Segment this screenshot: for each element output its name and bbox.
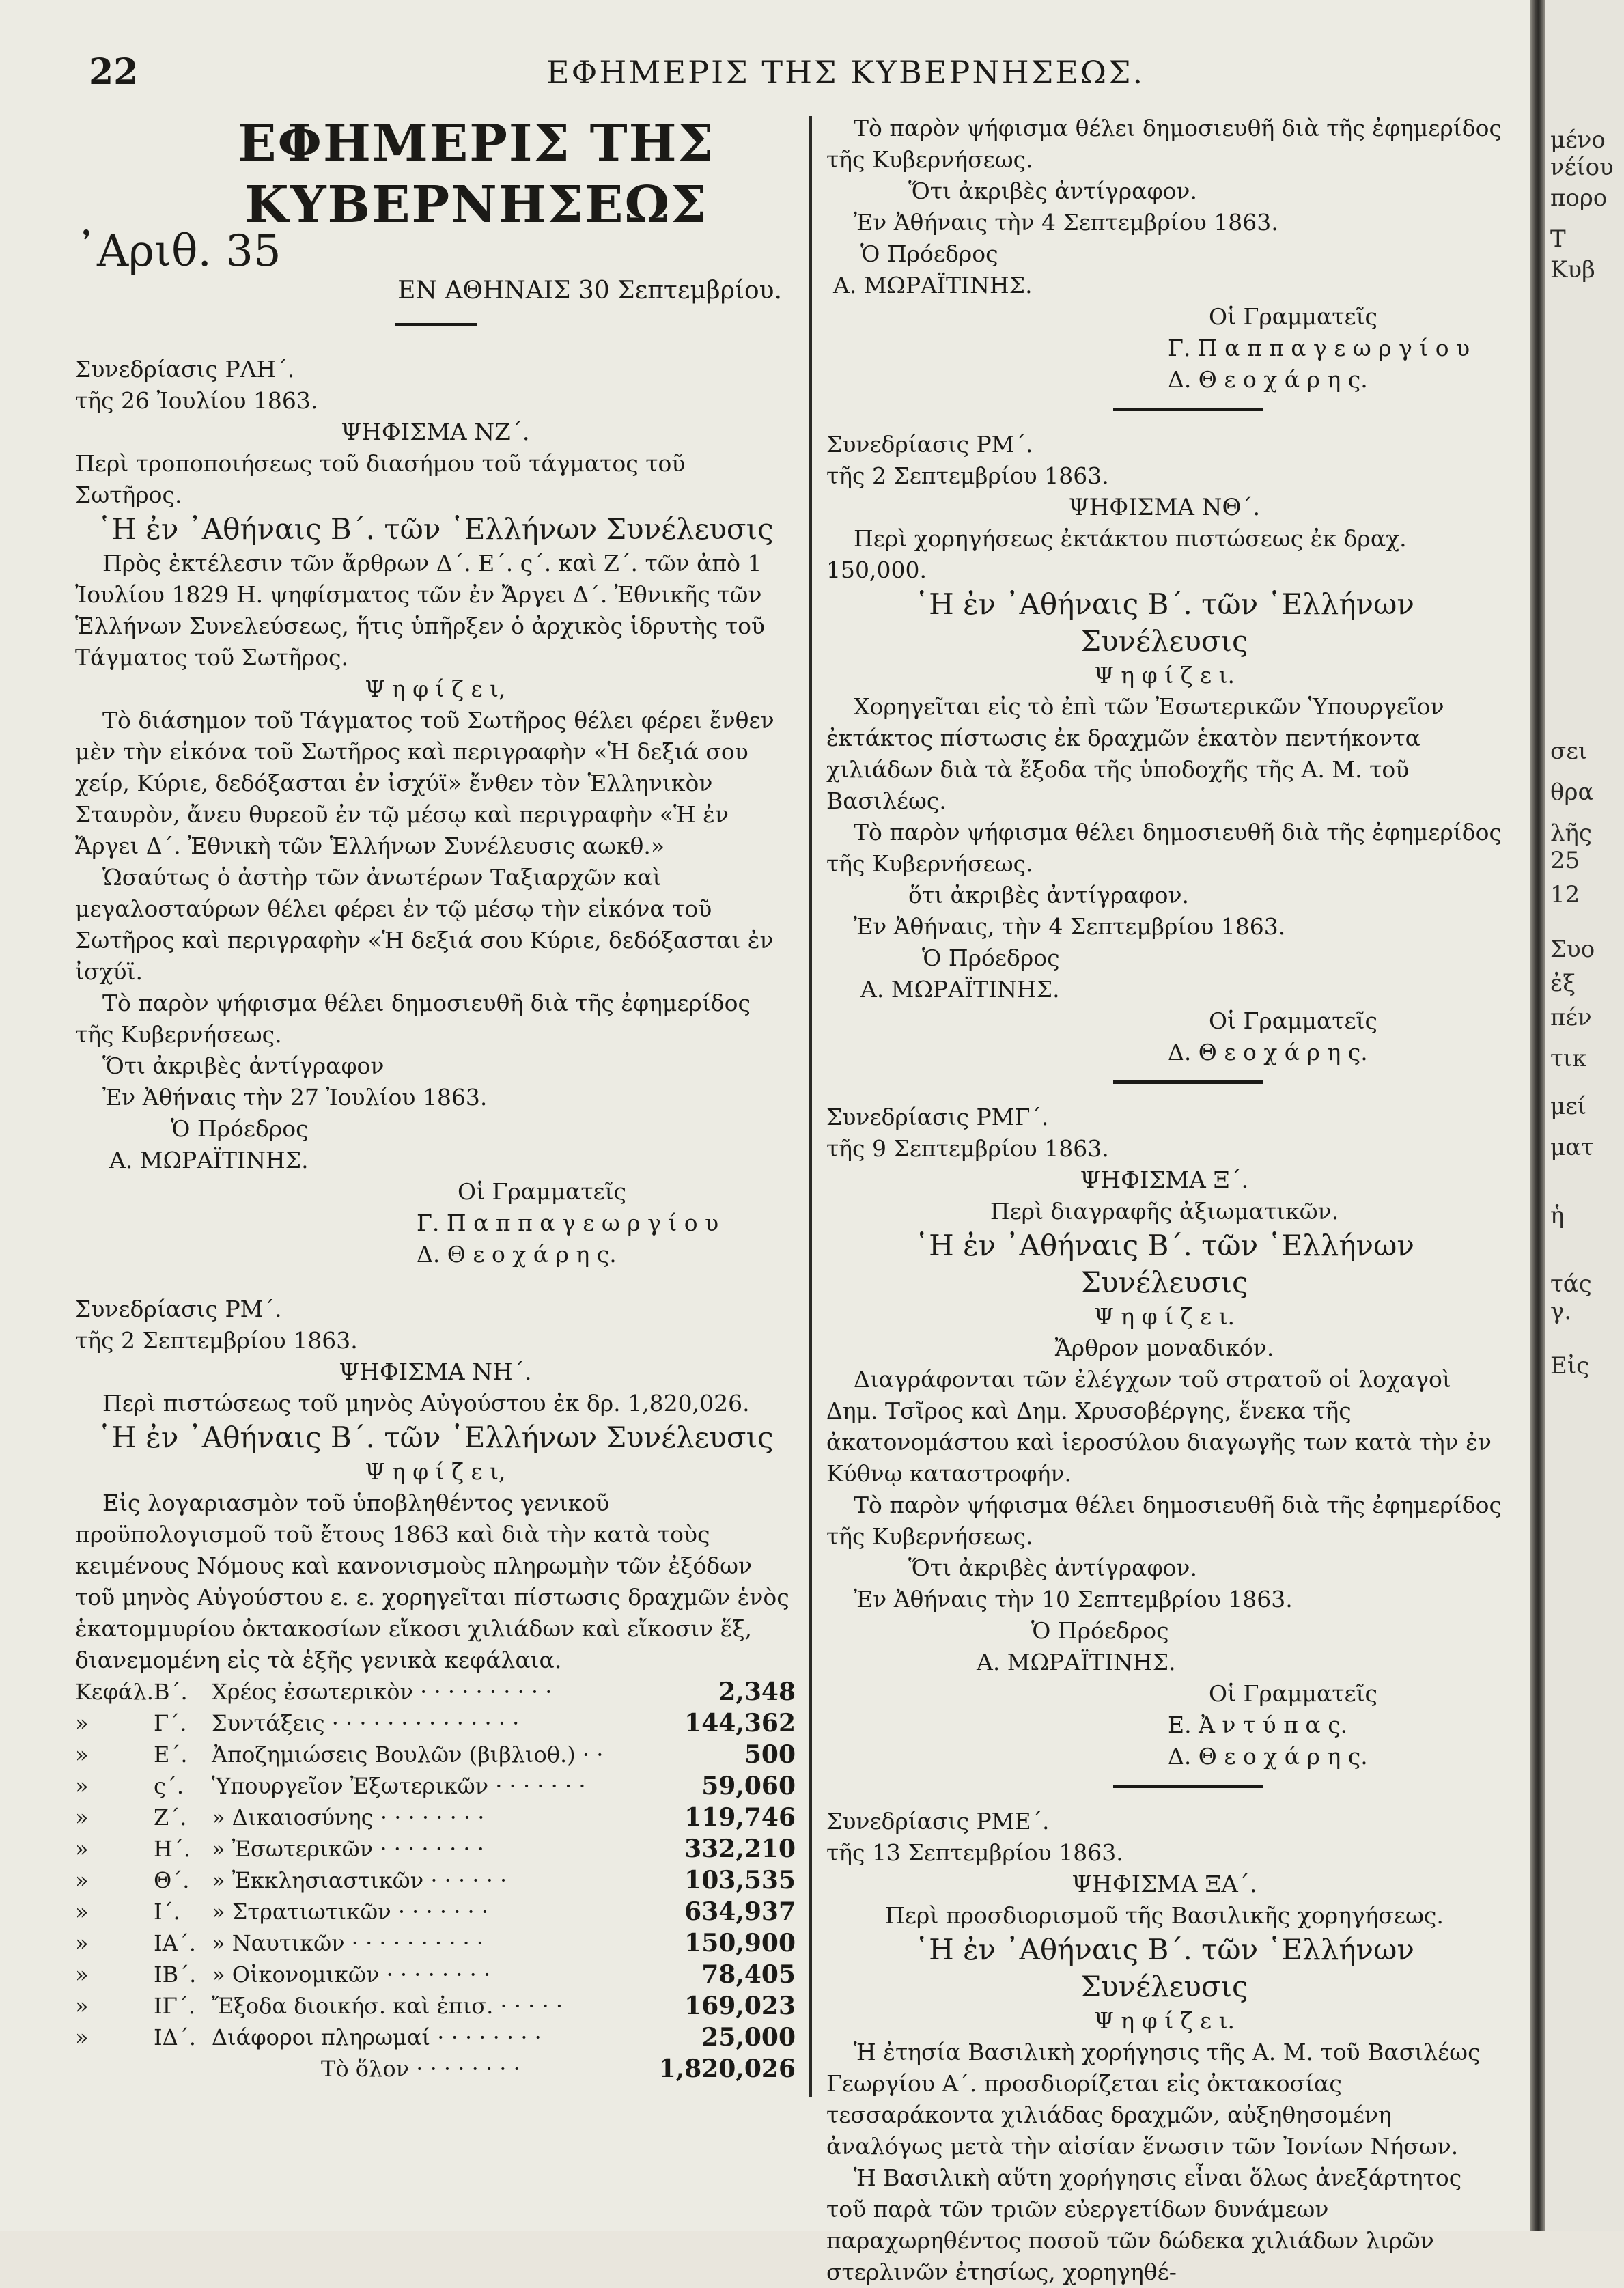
chapter-amount: 500 [744,1740,796,1769]
table-row [75,1802,796,1833]
chapter-label: Ὑπουργεῖον Ἐξωτερικῶν · · · · · · · [212,1773,586,1799]
table-row [75,1676,796,1707]
chapter-label: » Δικαιοσύνης · · · · · · · · [212,1804,485,1830]
secretaries-label: Οἱ Γραμματεῖς [1209,1680,1378,1707]
resolves: Ψ η φ ί ζ ε ι. [1093,2007,1235,2034]
president-label: Ὁ Πρόεδρος [1031,1617,1169,1644]
chapter-amount: 150,900 [684,1929,796,1957]
facing-page-fragment: μεί [1550,1093,1587,1120]
decree-title: ΨΗΦΙΣΜΑ ΝΖ΄. [341,419,530,446]
masthead-row [75,226,796,318]
chapter-number: Η΄. [154,1836,191,1862]
facing-page-fragment: πέν [1550,1004,1592,1031]
facing-page-fragment: Συο [1550,936,1595,963]
table-row [75,2022,796,2053]
president-name: Α. ΜΩΡΑΪΤΙΝΗΣ. [860,976,1060,1003]
chapter-number: Θ΄. [154,1867,190,1893]
secretaries-label: Οἱ Γραμματεῖς [458,1178,627,1205]
facing-page-edge [1545,0,1624,2231]
secretary-name: Δ. Θ ε ο χ ά ρ η ς. [1168,366,1368,393]
table-row [75,1959,796,1990]
decree-nz [75,354,796,1270]
facing-page-fragment: σει [1550,738,1588,765]
president-name: Α. ΜΩΡΑΪΤΙΝΗΣ. [833,272,1033,298]
table-row [75,1865,796,1896]
paragraph: Ἡ ἐτησία Βασιλικὴ χορήγησις τῆς Α. Μ. τοῦ Βασιλέως Γεωργίου Α΄. προσδιορίζεται εἰς ὀκτακοσίας τεσσαράκοντα χιλιάδας δραχμῶν, αὐξηθησομένη ἀναλόγως μετὰ τὴν αἰσίαν ἕνωσιν τῶν Ἰονίων Νήσων. [826,2039,1481,2160]
table-row [75,1990,796,2022]
paragraph: Διαγράφονται τῶν ἐλέγχων τοῦ στρατοῦ οἱ λοχαγοὶ Δημ. Τσῖρος καὶ Δημ. Χρυσοβέργης, ἕνεκα τῆς ἀκατονομάστου καὶ ἱεροσύλου διαγωγῆς των κατὰ τὴν ἐν Κύθνῳ καταστροφήν. [826,1366,1492,1487]
running-title: ΕΦΗΜΕΡΙΣ ΤΗΣ ΚΥΒΕΡΝΗΣΕΩΣ. [546,54,1145,91]
chapter-prefix: » [75,1804,89,1830]
masthead-title: ΕΦΗΜΕΡΙΣ ΤΗΣ ΚΥΒΕΡΝΗΣΕΩΣ [238,114,715,234]
chapter-amount: 169,023 [684,1992,796,2020]
chapter-label: Ἔξοδα διοικήσ. καὶ ἐπισ. · · · · · [212,1993,563,2019]
article-label: Ἄρθρον μοναδικόν. [1054,1335,1274,1361]
decree-xa [826,1806,1502,2288]
decree-subject: Περὶ τροποποιήσεως τοῦ διασήμου τοῦ τάγματος τοῦ Σωτῆρος. [75,450,686,508]
table-row [75,1833,796,1865]
secretary-name: Γ. Π α π π α γ ε ω ρ γ ί ο υ [1168,335,1470,361]
session-date: τῆς 9 Σεπτεμβρίου 1863. [826,1135,1109,1162]
preamble: Πρὸς ἐκτέλεσιν τῶν ἄρθρων Δ΄. Ε΄. ς΄. καὶ Ζ΄. τῶν ἀπὸ 1 Ἰουλίου 1829 Η. ψηφίσματος τῶν ἐν Ἄργει Δ΄. Ἐθνικῆς τῶν Ἑλλήνων Συνελεύσεως, ἥτις ὑπῆρξεν ὁ ἀρχικὸς ἱδρυτὴς τοῦ Τάγματος τοῦ Σωτῆρος. [75,550,766,671]
chapter-prefix: » [75,1773,89,1799]
chapter-prefix: » [75,1710,89,1736]
chapter-number: ς΄. [154,1773,184,1799]
chapter-prefix: » [75,1836,89,1862]
assembly-heading: ῾Η ἐν ᾿Αθήναις Β΄. τῶν ῾Ελλήνων Συνέλευσις [914,1933,1414,2003]
chapter-prefix: » [75,1867,89,1893]
paragraph: Ὡσαύτως ὁ ἀστὴρ τῶν ἀνωτέρων Ταξιαρχῶν καὶ μεγαλοσταύρων θέλει φέρει ἐν τῷ μέσῳ τὴν εἰκόνα τοῦ Σωτῆρος καὶ περιγραφὴν «Ἡ δεξιά σου Κύριε, δεδόξασται ἐν ἰσχύϊ. [75,864,774,985]
resolves: Ψ η φ ί ζ ε ι. [1093,1303,1235,1330]
chapter-amount: 59,060 [701,1772,796,1800]
facing-page-fragment: τικ [1550,1045,1587,1072]
certified: ὅτι ἀκριβὲς ἀντίγραφον. [908,882,1190,908]
chapter-prefix: » [75,1742,89,1768]
total-row [75,2053,796,2084]
book-gutter [1530,0,1545,2231]
spacer-cell [75,2053,212,2084]
decree-subject: Περὶ πιστώσεως τοῦ μηνὸς Αὐγούστου ἐκ δρ. 1,820,026. [102,1390,750,1417]
assembly-heading: ῾Η ἐν ᾿Αθήναις Β΄. τῶν ῾Ελλήνων Συνέλευσις [97,1421,774,1454]
paragraph: Τὸ διάσημον τοῦ Τάγματος τοῦ Σωτῆρος θέλει φέρει ἔνθεν μὲν τὴν εἰκόνα τοῦ Σωτῆρος καὶ περιγραφὴν «Ἡ δεξιά σου χείρ, Κύριε, δεδόξασται ἐν ἰσχύϊ» ἔνθεν τὸν Ἑλληνικὸν Σταυρὸν, ἄνευ θυρεοῦ ἐν τῷ μέσῳ καὶ περιγραφὴν «Ἡ ἐν Ἄργει Δ΄. Ἐθνικὴ τῶν Ἑλλήνων Συνέλευσις αωκθ.» [75,707,774,859]
president-label: Ὁ Πρόεδρος [922,945,1060,971]
chapter-label: » Ἐσωτερικῶν · · · · · · · · [212,1836,484,1862]
facing-page-fragment: Τ [1550,225,1566,253]
resolves: Ψ η φ ί ζ ε ι, [365,675,506,702]
certified: Ὅτι ἀκριβὲς ἀντίγραφον. [908,178,1197,204]
secretary-name: Δ. Θ ε ο χ ά ρ η ς. [1168,1743,1368,1770]
issue-number: ᾿Αριθ. 35 [75,226,281,277]
chapter-amount: 78,405 [701,1960,796,1989]
certified: Ὅτι ἀκριβὲς ἀντίγραφον. [908,1554,1197,1581]
chapter-number: Ε΄. [154,1742,188,1768]
chapter-amount: 103,535 [684,1866,796,1895]
decree-title: ΨΗΦΙΣΜΑ ΝΗ΄. [339,1358,532,1386]
session-date: τῆς 26 Ἰουλίου 1863. [75,387,318,414]
session-date: τῆς 13 Σεπτεμβρίου 1863. [826,1839,1123,1866]
masthead-rule [395,323,477,326]
column-divider [809,116,812,2097]
chapter-amount: 144,362 [684,1709,796,1738]
table-row [75,1707,796,1739]
session: Συνεδρίασις ΡΜΓ΄. [826,1104,1049,1130]
chapter-number: ΙΔ΄. [154,2024,196,2050]
resolves: Ψ η φ ί ζ ε ι, [365,1458,506,1485]
spacer [75,1270,796,1294]
running-header [41,51,1489,99]
chapter-prefix: Κεφάλ. [75,1679,154,1705]
chapter-number: ΙΑ΄. [154,1930,196,1956]
decree-title: ΨΗΦΙΣΜΑ ΞΑ΄. [1072,1871,1257,1898]
table-row [75,1896,796,1927]
right-column [826,113,1502,2288]
paragraph: Τὸ παρὸν ψήφισμα θέλει δημοσιευθῆ διὰ τῆς ἐφημερίδος τῆς Κυβερνήσεως. [826,115,1502,173]
session: Συνεδρίασις ΡΛΗ΄. [75,356,295,382]
chapter-prefix: » [75,1962,89,1987]
secretaries-label: Οἱ Γραμματεῖς [1209,303,1378,330]
chapters-table [75,1676,796,2084]
chapter-number: Ι΄. [154,1899,180,1925]
chapter-number: Γ΄. [154,1710,187,1736]
facing-page-fragment: 12 [1550,881,1580,908]
issue-date: ΕΝ ΑΘΗΝΑΙΣ 30 Σεπτεμβρίου. [397,277,782,305]
facing-page-fragment: γ. [1550,1298,1572,1325]
paragraph: Χορηγεῖται εἰς τὸ ἐπὶ τῶν Ἐσωτερικῶν Ὑπουργεῖον ἐκτάκτος πίστωσις ἐκ δραχμῶν ἑκατὸν πεντήκοντα χιλιάδων διὰ τὰ ἔξοδα τῆς ὑποδοχῆς τῆς Α. Μ. τοῦ Βασιλέως. [826,693,1444,814]
chapter-number: Ζ΄. [154,1804,187,1830]
president-label: Ὁ Πρόεδρος [171,1115,309,1142]
paragraph: Εἰς λογαριασμὸν τοῦ ὑποβληθέντος γενικοῦ προϋπολογισμοῦ τοῦ ἔτους 1863 καὶ διὰ τὴν κατὰ τοὺς κειμένους Νόμους καὶ κανονισμοὺς πληρωμὴν τῶν ἐξόδων τοῦ μηνὸς Αὐγούστου ε. ε. χορηγεῖται πίστωσις δραχμῶν ἑνὸς ἑκατομμυρίου ὀκτακοσίων εἴκοσι χιλιάδων καὶ εἴκοσιν ἕξ, διανεμομένη εἰς τὰ ἑξῆς γενικὰ κεφάλαια. [75,1490,789,1673]
facing-page-fragment: 25 [1550,847,1580,874]
assembly-heading: ῾Η ἐν ᾿Αθήναις Β΄. τῶν ῾Ελλήνων Συνέλευσις [914,1229,1414,1299]
facing-page-fragment: θρα [1550,779,1594,806]
chapter-label: » Ἐκκλησιαστικῶν · · · · · · [212,1867,507,1893]
chapter-label: » Στρατιωτικῶν · · · · · · · [212,1899,489,1925]
chapter-prefix: » [75,1930,89,1956]
chapter-prefix: » [75,2024,89,2050]
chapter-number: ΙΓ΄. [154,1993,196,2019]
paragraph: Ἡ Βασιλικὴ αὕτη χορήγησις εἶναι ὅλως ἀνεξάρτητος τοῦ παρὰ τῶν τριῶν εὐεργετίδων δυνάμεων παραχωρηθέντος ποσοῦ τῶν δώδεκα χιλιάδων λιρῶν στερλινῶν ἐτησίως, χορηγηθέ- [826,2164,1462,2285]
paragraph: Τὸ παρὸν ψήφισμα θέλει δημοσιευθῆ διὰ τῆς ἐφημερίδος τῆς Κυβερνήσεως. [826,819,1502,877]
section-rule [1113,1785,1263,1788]
decree-subject: Περὶ διαγραφῆς ἀξιωματικῶν. [990,1198,1339,1225]
session: Συνεδρίασις ΡΜ΄. [826,431,1033,458]
paragraph: Τὸ παρὸν ψήφισμα θέλει δημοσιευθῆ διὰ τῆς ἐφημερίδος τῆς Κυβερνήσεως. [826,1492,1502,1550]
decree-nh-continued [826,113,1502,395]
paragraph: Τὸ παρὸν ψήφισμα θέλει δημοσιευθῆ διὰ τῆς ἐφημερίδος τῆς Κυβερνήσεως. [75,990,751,1048]
decree-subject: Περὶ προσδιορισμοῦ τῆς Βασιλικῆς χορηγήσεως. [885,1902,1444,1929]
chapter-label: Χρέος ἐσωτερικὸν · · · · · · · · · · [212,1679,552,1705]
chapter-number: ΙΒ΄. [154,1962,197,1987]
chapter-label: Ἀποζημιώσεις Βουλῶν (βιβλιοθ.) · · [212,1742,604,1768]
certified: Ὅτι ἀκριβὲς ἀντίγραφον [102,1052,384,1079]
facing-page-fragment: τάς [1550,1270,1592,1298]
secretary-name: Ε. Ἀ ν τ ύ π α ς. [1168,1712,1348,1738]
section-rule [1113,408,1263,411]
chapter-number: Β΄. [154,1679,188,1705]
session-date: τῆς 2 Σεπτεμβρίου 1863. [75,1327,358,1354]
facing-page-fragment: ἐξ [1550,970,1576,997]
table-row [75,1770,796,1802]
chapter-amount: 2,348 [718,1677,796,1706]
chapter-amount: 119,746 [684,1803,796,1832]
place-date: Ἐν Ἀθήναις τὴν 10 Σεπτεμβρίου 1863. [854,1586,1293,1613]
facing-page-fragment: Κυβ [1550,256,1595,283]
chapter-prefix: » [75,1993,89,2019]
decree-title: ΨΗΦΙΣΜΑ ΝΘ΄. [1068,494,1261,521]
president-name: Α. ΜΩΡΑΪΤΙΝΗΣ. [977,1649,1176,1675]
facing-page-fragment: λῆς [1550,820,1592,847]
chapter-label: Συντάξεις · · · · · · · · · · · · · · [212,1710,520,1736]
resolves: Ψ η φ ί ζ ε ι. [1093,662,1235,688]
chapter-label: » Ναυτικῶν · · · · · · · · · · [212,1930,484,1956]
total-amount: 1,820,026 [658,2054,796,2083]
decree-x [826,1102,1502,1772]
facing-page-fragment: ἡ [1550,1202,1565,1229]
facing-page-fragment: πορο [1550,184,1608,212]
place-date: Ἐν Ἀθήναις, τὴν 4 Σεπτεμβρίου 1863. [854,913,1286,940]
table-row [75,1927,796,1959]
facing-page-fragment: Εἰς [1550,1352,1590,1380]
decree-subject: Περὶ χορηγήσεως ἐκτάκτου πιστώσεως ἐκ δραχ. 150,000. [826,525,1407,583]
chapter-label: Διάφοροι πληρωμαί · · · · · · · · [212,2024,542,2050]
chapter-amount: 25,000 [701,2023,796,2052]
secretary-name: Δ. Θ ε ο χ ά ρ η ς. [1168,1039,1368,1065]
secretary-name: Γ. Π α π π α γ ε ω ρ γ ί ο υ [417,1210,719,1236]
facing-page-fragment: ματ [1550,1134,1594,1161]
secretary-name: Δ. Θ ε ο χ ά ρ η ς. [417,1241,617,1268]
left-column [75,113,796,2084]
decree-nh [75,1294,796,2084]
chapter-label: » Οἰκονομικῶν · · · · · · · · [212,1962,491,1987]
secretaries-label: Οἱ Γραμματεῖς [1209,1007,1378,1034]
president-label: Ὁ Πρόεδρος [860,240,998,267]
page-number: 22 [89,51,139,93]
chapter-amount: 332,210 [684,1834,796,1863]
president-name: Α. ΜΩΡΑΪΤΙΝΗΣ. [109,1147,309,1173]
section-rule [1113,1080,1263,1084]
decree-nth [826,429,1502,1068]
facing-page-fragment: μένο [1550,126,1606,154]
chapter-prefix: » [75,1899,89,1925]
session: Συνεδρίασις ΡΜΕ΄. [826,1808,1050,1834]
session-date: τῆς 2 Σεπτεμβρίου 1863. [826,462,1109,489]
facing-page-fragment: νέίου [1550,154,1614,181]
place-date: Ἐν Ἀθήναις τὴν 4 Σεπτεμβρίου 1863. [854,209,1278,236]
table-row [75,1739,796,1770]
assembly-heading: ῾Η ἐν ᾿Αθήναις Β΄. τῶν ῾Ελλήνων Συνέλευσις [914,587,1414,658]
decree-title: ΨΗΦΙΣΜΑ Ξ΄. [1080,1167,1249,1194]
place-date: Ἐν Ἀθήναις τὴν 27 Ἰουλίου 1863. [102,1084,488,1111]
chapter-amount: 634,937 [684,1897,796,1926]
assembly-heading: ῾Η ἐν ᾿Αθήναις Β΄. τῶν ῾Ελλήνων Συνέλευσις [97,512,774,546]
session: Συνεδρίασις ΡΜ΄. [75,1296,282,1322]
total-label: Τὸ ὅλον · · · · · · · · [321,2056,520,2082]
